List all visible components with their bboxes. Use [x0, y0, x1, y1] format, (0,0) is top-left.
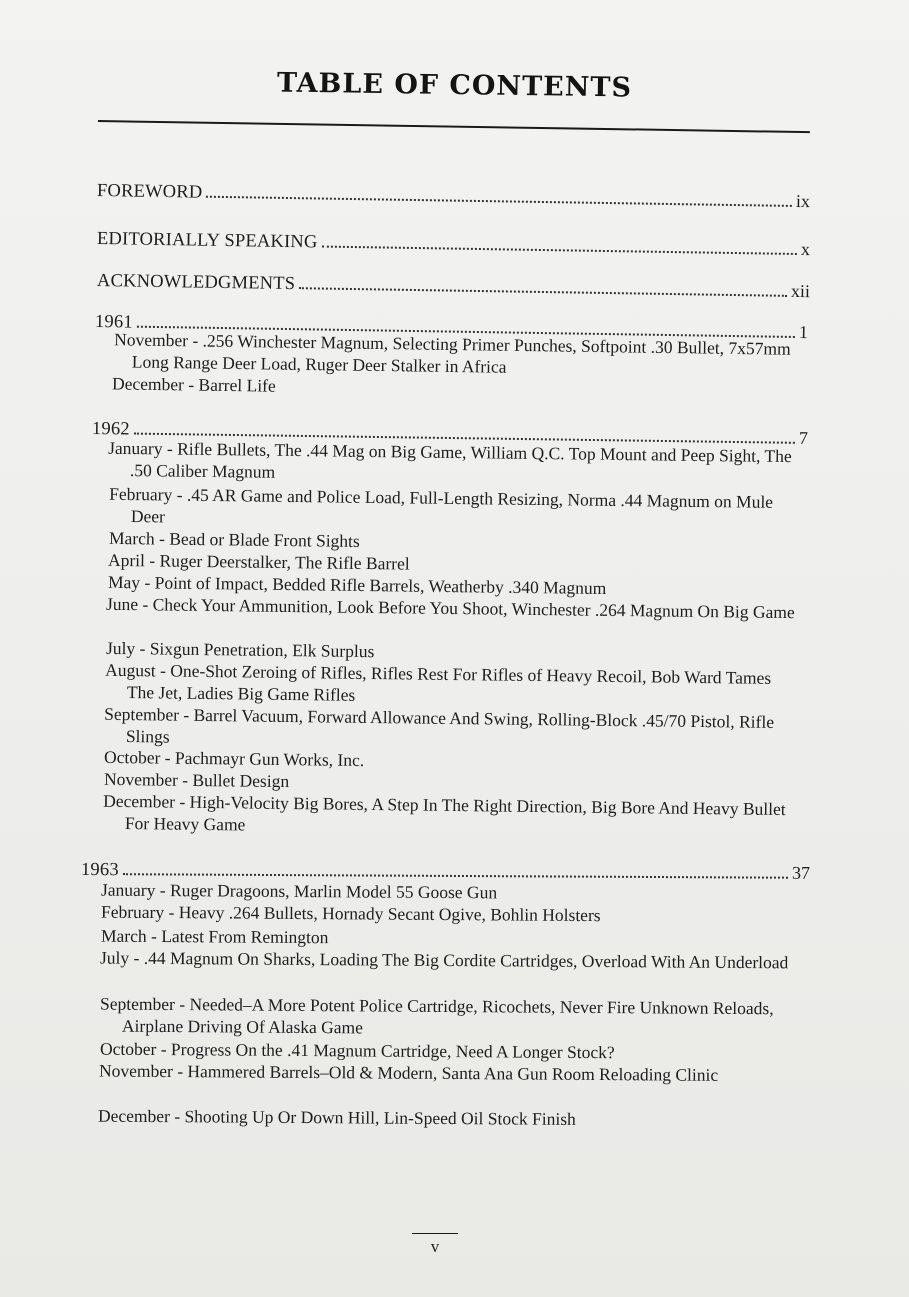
page-number: v [430, 1237, 440, 1256]
toc-month-entry: November - .256 Winchester Magnum, Selecting Primer Punches, Softpoint .30 Bullet, 7x57mm Long Range Deer Load, Ruger Deer Stalker in Africa [114, 329, 791, 377]
toc-month-entry: July - .44 Magnum On Sharks, Loading The Big Cordite Cartridges, Overload With An Underload [99, 947, 789, 973]
toc-entry-page: xii [790, 280, 811, 302]
toc-month-entry: January - Rifle Bullets, The .44 Mag on Big Game, William Q.C. Top Mount and Peep Sight, The .50 Caliber Magnum [108, 437, 792, 482]
toc-entry-acknowledgments[interactable] [97, 270, 810, 303]
toc-month-entry: June - Check Your Ammunition, Look Before You Shoot, Winchester .264 Magnum On Big Game [105, 593, 795, 623]
toc-month-entry: December - Shooting Up Or Down Hill, Lin-Speed Oil Stock Finish [97, 1105, 576, 1129]
toc-entry-label: EDITORIALLY SPEAKING [96, 229, 318, 253]
toc-month-entry: October - Pachmayr Gun Works, Inc. [103, 746, 365, 771]
toc-month-entry: January - Ruger Dragoons, Marlin Model 55 Goose Gun [100, 879, 498, 903]
toc-entry-label: ACKNOWLEDGMENTS [96, 271, 296, 295]
toc-entry-page: ix [795, 190, 811, 212]
leader-dots [123, 873, 788, 878]
toc-month-entry: November - Hammered Barrels–Old & Modern, Santa Ana Gun Room Reloading Clinic [98, 1060, 719, 1085]
toc-month-entry: October - Progress On the .41 Magnum Cartridge, Need A Longer Stock? [99, 1038, 615, 1063]
toc-month-entry: February - .45 AR Game and Police Load, Full-Length Resizing, Norma .44 Magnum on Mule Deer [109, 483, 774, 527]
toc-year-label: 1961 [94, 312, 133, 333]
leader-dots [299, 287, 787, 297]
toc-month-entry: September - Barrel Vacuum, Forward Allowance And Swing, Rolling-Block .45/70 Pistol, Rifle Slings [104, 703, 775, 747]
toc-month-entry: July - Sixgun Penetration, Elk Surplus [105, 637, 375, 662]
toc-entry-label: FOREWORD [96, 181, 203, 203]
toc-year-label: 1963 [80, 860, 119, 881]
toc-month-entry: March - Bead or Blade Front Sights [108, 527, 360, 551]
toc-month-entry: November - Bullet Design [103, 768, 290, 792]
toc-entry-foreword[interactable] [97, 180, 810, 213]
toc-year-page: 1 [798, 322, 809, 343]
toc-entry-page: x [800, 239, 811, 260]
toc-month-entry: December - Barrel Life [111, 373, 276, 396]
toc-year-page: 7 [798, 427, 809, 448]
toc-month-entry: May - Point of Impact, Bedded Rifle Barrels, Weatherby .340 Magnum [107, 571, 607, 598]
leader-dots [321, 246, 796, 255]
toc-month-entry: March - Latest From Remington [100, 925, 329, 948]
toc-entry-editorially-speaking[interactable] [97, 228, 810, 261]
leader-dots [206, 196, 792, 207]
toc-month-entry: December - High-Velocity Big Bores, A Step In The Right Direction, Big Bore And Heavy Bullet For Heavy Game [103, 790, 786, 835]
toc-year-label: 1962 [91, 419, 130, 440]
footer-rule [412, 1233, 458, 1234]
toc-month-entry: February - Heavy .264 Bullets, Hornady Secant Ogive, Bohlin Holsters [100, 901, 601, 926]
page-title: TABLE OF CONTENTS [276, 67, 633, 104]
toc-month-entry: August - One-Shot Zeroing of Rifles, Rifles Rest For Rifles of Heavy Recoil, Bob Ward Tames The Jet, Ladies Big Game Rifles [105, 659, 772, 705]
toc-month-entry: April - Ruger Deerstalker, The Rifle Barrel [107, 549, 410, 574]
toc-year-page: 37 [791, 862, 811, 883]
toc-month-entry: September - Needed–A More Potent Police Cartridge, Ricochets, Never Fire Unknown Reloads, Airplane Driving Of Alaska Game [100, 993, 774, 1038]
